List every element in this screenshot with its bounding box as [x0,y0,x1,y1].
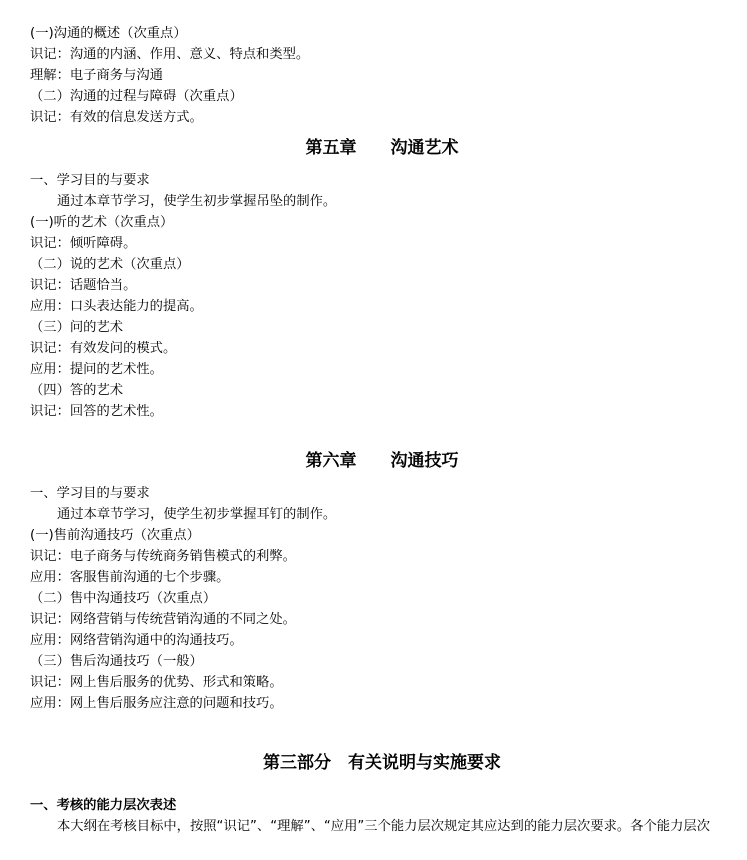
section-heading: （二）沟通的过程与障碍（次重点） [30,89,243,104]
text-line: 识记：网上售后服务的优势、形式和策略。 [30,675,283,690]
section-heading: (一)售前沟通技巧（次重点） [30,528,200,543]
section-heading: （三）售后沟通技巧（一般） [30,654,203,669]
text-line: 识记：沟通的内涵、作用、意义、特点和类型。 [30,47,310,62]
text-line: 应用：口头表达能力的提高。 [30,299,203,314]
chapter-title: 第六章 沟通技巧 [305,451,459,471]
paragraph: 本大纲在考核目标中，按照“识记”、“理解”、“应用”三个能力层次规定其应达到的能力层次要求。各个能力层次 [57,819,710,834]
text-line: 应用：网络营销沟通中的沟通技巧。 [30,633,243,648]
text-line: 识记：有效的信息发送方式。 [30,110,203,125]
section-heading: 一、学习目的与要求 [30,173,150,188]
text-line: 识记：倾听障碍。 [30,236,137,251]
section-heading: （二）说的艺术（次重点） [30,257,190,272]
text-line: 识记：话题恰当。 [30,278,137,293]
section-heading: （四）答的艺术 [30,383,124,398]
section-heading: (一)听的艺术（次重点） [30,215,174,230]
part-title: 第三部分 有关说明与实施要求 [263,753,501,773]
section-heading: (一)沟通的概述（次重点） [30,26,187,41]
text-line: 应用：客服售前沟通的七个步骤。 [30,570,230,585]
text-line: 理解：电子商务与沟通 [30,68,163,83]
section-heading: 一、学习目的与要求 [30,486,150,501]
text-line: 应用：网上售后服务应注意的问题和技巧。 [30,696,283,711]
paragraph: 通过本章节学习，使学生初步掌握耳钉的制作。 [57,507,337,522]
section-heading: （二）售中沟通技巧（次重点） [30,591,217,606]
text-line: 识记：回答的艺术性。 [30,404,163,419]
text-line: 识记：有效发问的模式。 [30,341,177,356]
text-line: 应用：提问的艺术性。 [30,362,163,377]
text-line: 识记：电子商务与传统商务销售模式的利弊。 [30,549,296,564]
text-line: 识记：网络营销与传统营销沟通的不同之处。 [30,612,296,627]
paragraph: 通过本章节学习，使学生初步掌握吊坠的制作。 [57,194,337,209]
chapter-title: 第五章 沟通艺术 [305,138,459,158]
section-heading: 一、考核的能力层次表述 [30,798,177,813]
section-heading: （三）问的艺术 [30,320,124,335]
